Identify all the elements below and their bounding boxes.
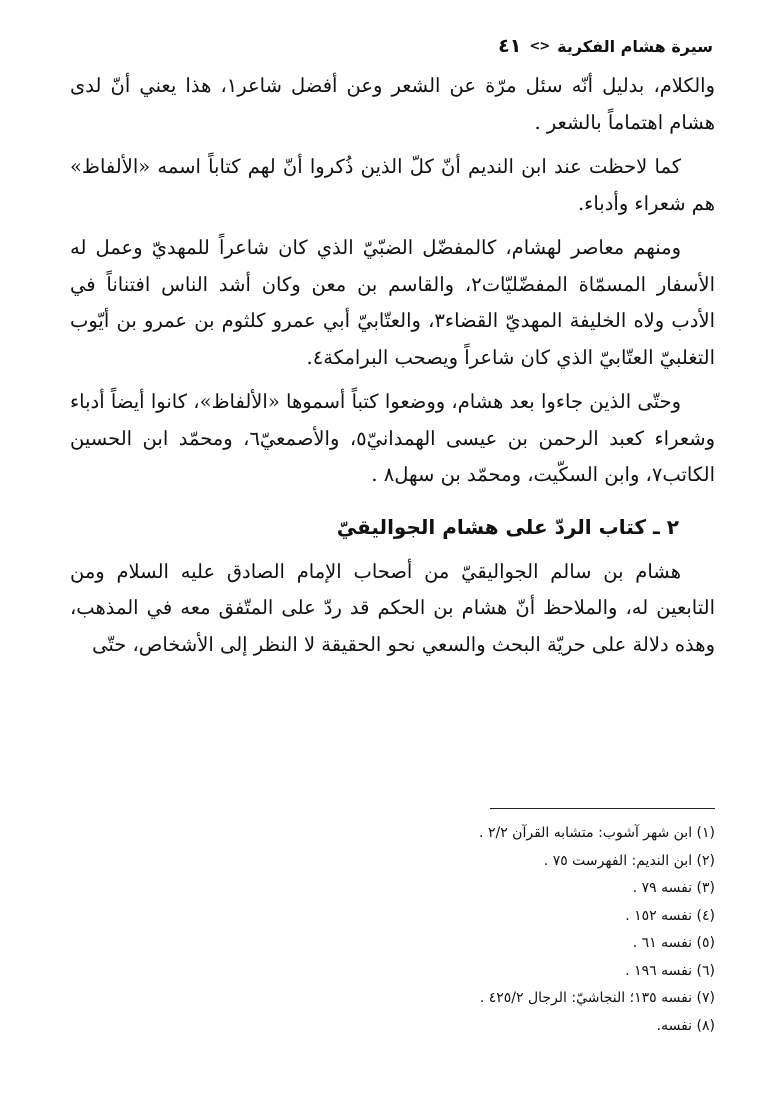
footnotes-list — [295, 820, 715, 1040]
footnote-item: (١) ابن شهر آشوب: متشابه القرآن ٢/٢ . — [479, 825, 715, 841]
paragraph-2: كما لاحظت عند ابن النديم أنّ كلّ الذين ذُكروا أنّ لهم كتاباً اسمه «الألفاظ» هم شعراء وأدباء. — [70, 155, 715, 215]
page-number: ٤١ — [498, 35, 522, 57]
footnote-item: (٢) ابن النديم: الفهرست ٧٥ . — [543, 852, 715, 869]
main-text — [70, 68, 715, 671]
footnote-item: (٨) نفسه. — [656, 1017, 715, 1034]
footnote-item: (٤) نفسه ١٥٢ . — [625, 907, 715, 924]
footnote-item: (٣) نفسه ٧٩ . — [632, 880, 715, 896]
running-header — [70, 28, 713, 64]
footnote-divider — [490, 808, 715, 809]
footnote-item: (٦) نفسه ١٩٦ . — [625, 962, 715, 979]
paragraph-3: ومنهم معاصر لهشام، كالمفضّل الضبّيّ الذي كان شاعراً للمهديّ وعمل له الأسفار المسمّاة المفضّليّات٢، والقاسم بن معن وكان أشد الناس افتناناً في الأدب ولاه الخليفة المهديّ القضاء٣، والعتّابيّ أبي عمرو كلثوم بن عمرو بن أيّوب التغلبيّ العتّابيّ الذي كان شاعراً ويصحب البرامكة٤. — [70, 236, 715, 369]
footnote-item: (٥) نفسه ٦١ . — [632, 935, 715, 951]
section-heading: ٢ ـ كتاب الردّ على هشام الجواليقيّ — [336, 514, 679, 539]
paragraph-1: والكلام، بدليل أنّه سئل مرّة عن الشعر وعن أفضل شاعر١، هذا يعني أنّ لدى هشام اهتماماً بالشعر . — [70, 74, 715, 134]
section-paragraph: هشام بن سالم الجواليقيّ من أصحاب الإمام الصادق عليه السلام ومن التابعين له، والملاحظ أنّ هشام بن الحكم قد ردّ على المتّفق معه في المذهب، وهذه دلالة على حريّة البحث والسعي نحو الحقيقة لا النظر إلى الأشخاص، حتّى — [70, 559, 715, 656]
header-ornament-icon: <> — [529, 38, 550, 54]
running-title: سيرة هشام الفكرية — [557, 36, 713, 56]
paragraph-4: وحتّى الذين جاءوا بعد هشام، ووضعوا كتباً أسموها «الألفاظ»، كانوا أيضاً أدباء وشعراء كعبد الرحمن بن عيسى الهمدانيّ٥، والأصمعيّ٦، ومحمّد ابن الحسين الكاتب٧، وابن السكّيت، ومحمّد بن سهل٨ . — [70, 390, 715, 486]
footnote-item: (٧) نفسه ١٣٥؛ النجاشيّ: الرجال ٤٢٥/٢ . — [479, 990, 715, 1006]
